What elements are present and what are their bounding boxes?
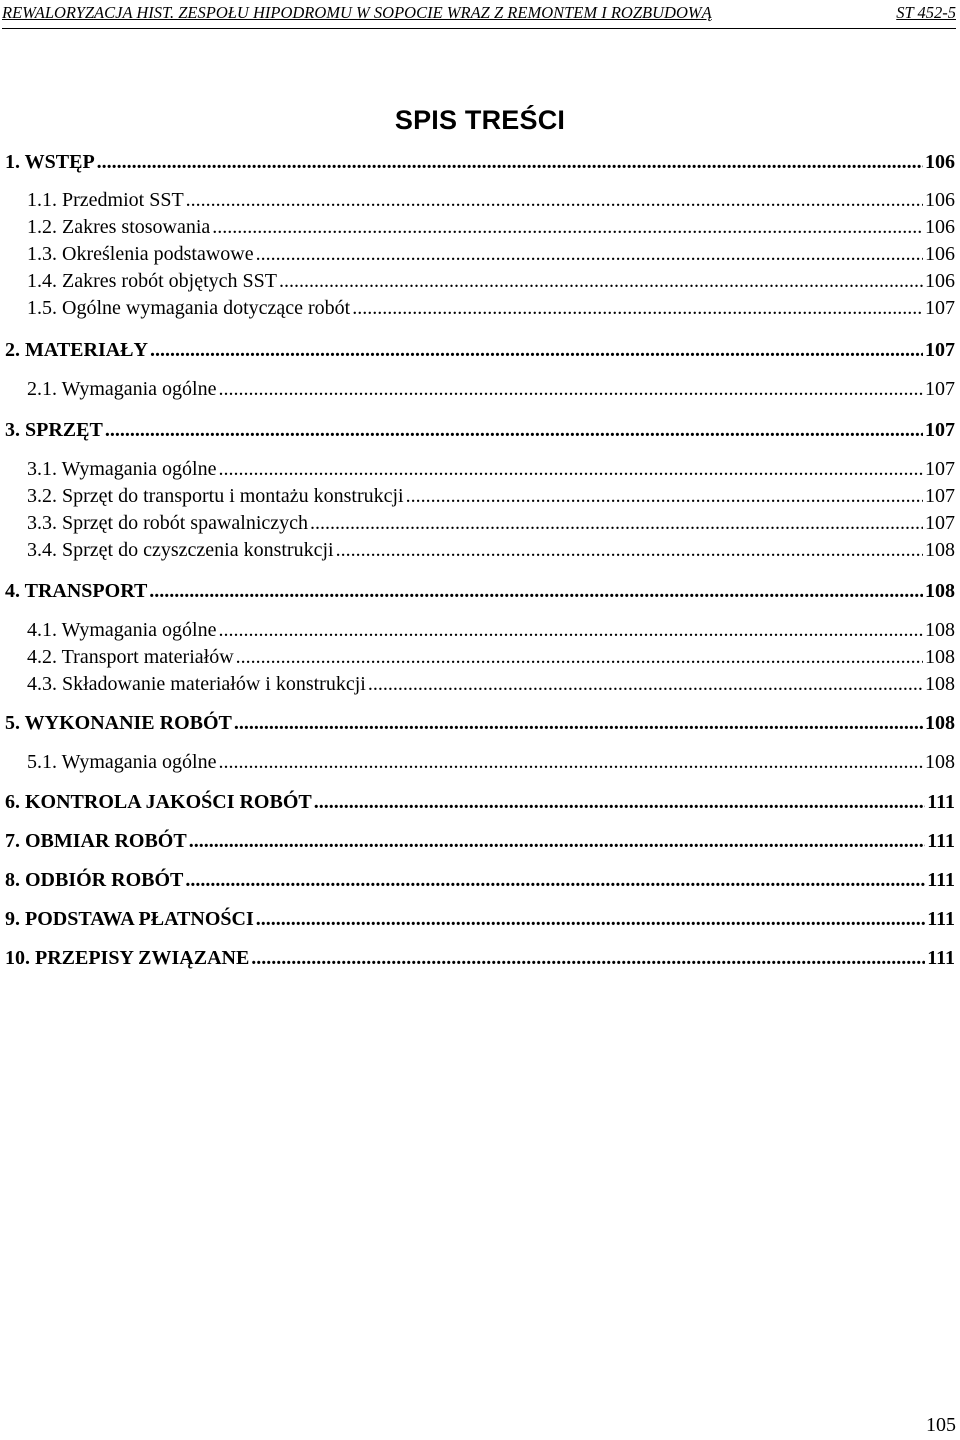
running-header [2,4,956,29]
toc-dot-leader [212,215,923,239]
toc-entry-page: 108 [925,712,955,734]
header-title: REWALORYZACJA HIST. ZESPOŁU HIPODROMU W SOPOCIE WRAZ Z REMONTEM I ROZBUDOWĄ [2,3,712,22]
toc-entry-page: 111 [927,908,955,930]
toc-entry[interactable] [5,645,955,669]
toc-entry[interactable] [5,296,955,320]
toc-entry-page: 106 [925,243,955,265]
toc-entry[interactable] [5,215,955,239]
toc-entry-label: 3.1. Wymagania ogólne [27,458,217,480]
toc-dot-leader [185,868,925,892]
toc-dot-leader [219,618,924,642]
toc-dot-leader [97,150,923,174]
toc-entry[interactable] [5,579,955,603]
toc-entry-page: 107 [925,378,955,400]
toc-entry-label: 1. WSTĘP [5,151,95,173]
toc-dot-leader [219,750,924,774]
toc-entry-page: 107 [925,512,955,534]
toc-entry-label: 8. ODBIÓR ROBÓT [5,869,184,891]
toc-entry[interactable] [5,790,955,814]
toc-entry-label: 3.2. Sprzęt do transportu i montażu konstrukcji [27,485,404,507]
toc-dot-leader [251,946,925,970]
toc-entry[interactable] [5,538,955,562]
toc-dot-leader [105,418,923,442]
toc-dot-leader [236,645,923,669]
toc-entry-label: 2. MATERIAŁY [5,339,148,361]
toc-entry-label: 1.3. Określenia podstawowe [27,243,254,265]
toc-dot-leader [189,829,926,853]
toc-dot-leader [219,457,924,481]
toc-dot-leader [279,269,923,293]
toc-entry-label: 1.4. Zakres robót objętych SST [27,270,277,292]
toc-entry[interactable] [5,269,955,293]
toc-entry-page: 108 [925,673,955,695]
toc-dot-leader [256,242,923,266]
toc-entry-label: 1.5. Ogólne wymagania dotyczące robót [27,297,351,319]
toc-entry-page: 111 [927,947,955,969]
toc-entry-label: 1.1. Przedmiot SST [27,189,184,211]
toc-entry[interactable] [5,829,955,853]
toc-dot-leader [150,338,923,362]
toc-entry-label: 9. PODSTAWA PŁATNOŚCI [5,908,254,930]
toc-entry-label: 4.3. Składowanie materiałów i konstrukcji [27,673,366,695]
toc-entry-page: 106 [925,270,955,292]
toc-dot-leader [314,790,925,814]
toc-entry[interactable] [5,418,955,442]
toc-entry-label: 2.1. Wymagania ogólne [27,378,217,400]
toc-entry-label: 4.1. Wymagania ogólne [27,619,217,641]
toc-entry[interactable] [5,457,955,481]
toc-entry-page: 108 [925,751,955,773]
toc-entry[interactable] [5,242,955,266]
toc-entry[interactable] [5,150,955,174]
toc-entry-label: 6. KONTROLA JAKOŚCI ROBÓT [5,791,312,813]
toc-entry-page: 108 [925,539,955,561]
toc-entry-label: 7. OBMIAR ROBÓT [5,830,187,852]
toc-dot-leader [256,907,925,931]
toc-entry[interactable] [5,946,955,970]
toc-entry-label: 3.3. Sprzęt do robót spawalniczych [27,512,309,534]
toc-entry[interactable] [5,511,955,535]
toc-entry-page: 108 [925,619,955,641]
toc-entry-page: 107 [925,458,955,480]
toc-dot-leader [149,579,923,603]
toc-entry-page: 106 [925,151,955,173]
toc-entry-label: 4.2. Transport materiałów [27,646,234,668]
toc-dot-leader [310,511,923,535]
toc-entry-page: 107 [925,297,955,319]
toc-entry-page: 108 [925,580,955,602]
toc-dot-leader [186,188,923,212]
toc-entry-page: 111 [927,830,955,852]
toc-dot-leader [336,538,923,562]
toc-entry-page: 111 [927,869,955,891]
toc-entry-page: 107 [925,339,955,361]
toc-entry[interactable] [5,618,955,642]
toc-dot-leader [352,296,923,320]
toc-entry[interactable] [5,907,955,931]
toc-entry[interactable] [5,338,955,362]
toc-dot-leader [219,377,924,401]
toc-title: SPIS TREŚCI [394,105,566,135]
toc-dot-leader [406,484,923,508]
toc-entry-page: 108 [925,646,955,668]
toc-dot-leader [368,672,923,696]
toc-entry-page: 107 [925,485,955,507]
toc-dot-leader [234,711,923,735]
toc-entry-page: 111 [927,791,955,813]
toc-entry[interactable] [5,672,955,696]
toc-entry[interactable] [5,868,955,892]
toc-entry-label: 10. PRZEPISY ZWIĄZANE [5,947,250,969]
toc-entry-label: 5.1. Wymagania ogólne [27,751,217,773]
header-code: ST 452-5 [896,3,956,22]
toc-entry[interactable] [5,711,955,735]
toc-entry-label: 1.2. Zakres stosowania [27,216,211,238]
toc-entry-label: 4. TRANSPORT [5,580,148,602]
toc-entry-page: 106 [925,189,955,211]
toc-entry[interactable] [5,188,955,212]
toc-entry-label: 3.4. Sprzęt do czyszczenia konstrukcji [27,539,334,561]
toc-entry[interactable] [5,377,955,401]
toc-entry[interactable] [5,750,955,774]
toc-entry-label: 5. WYKONANIE ROBÓT [5,712,232,734]
page-number: 105 [926,1414,956,1436]
toc-entry-label: 3. SPRZĘT [5,419,103,441]
toc-entry-page: 106 [925,216,955,238]
toc-entry-page: 107 [925,419,955,441]
toc-entry[interactable] [5,484,955,508]
